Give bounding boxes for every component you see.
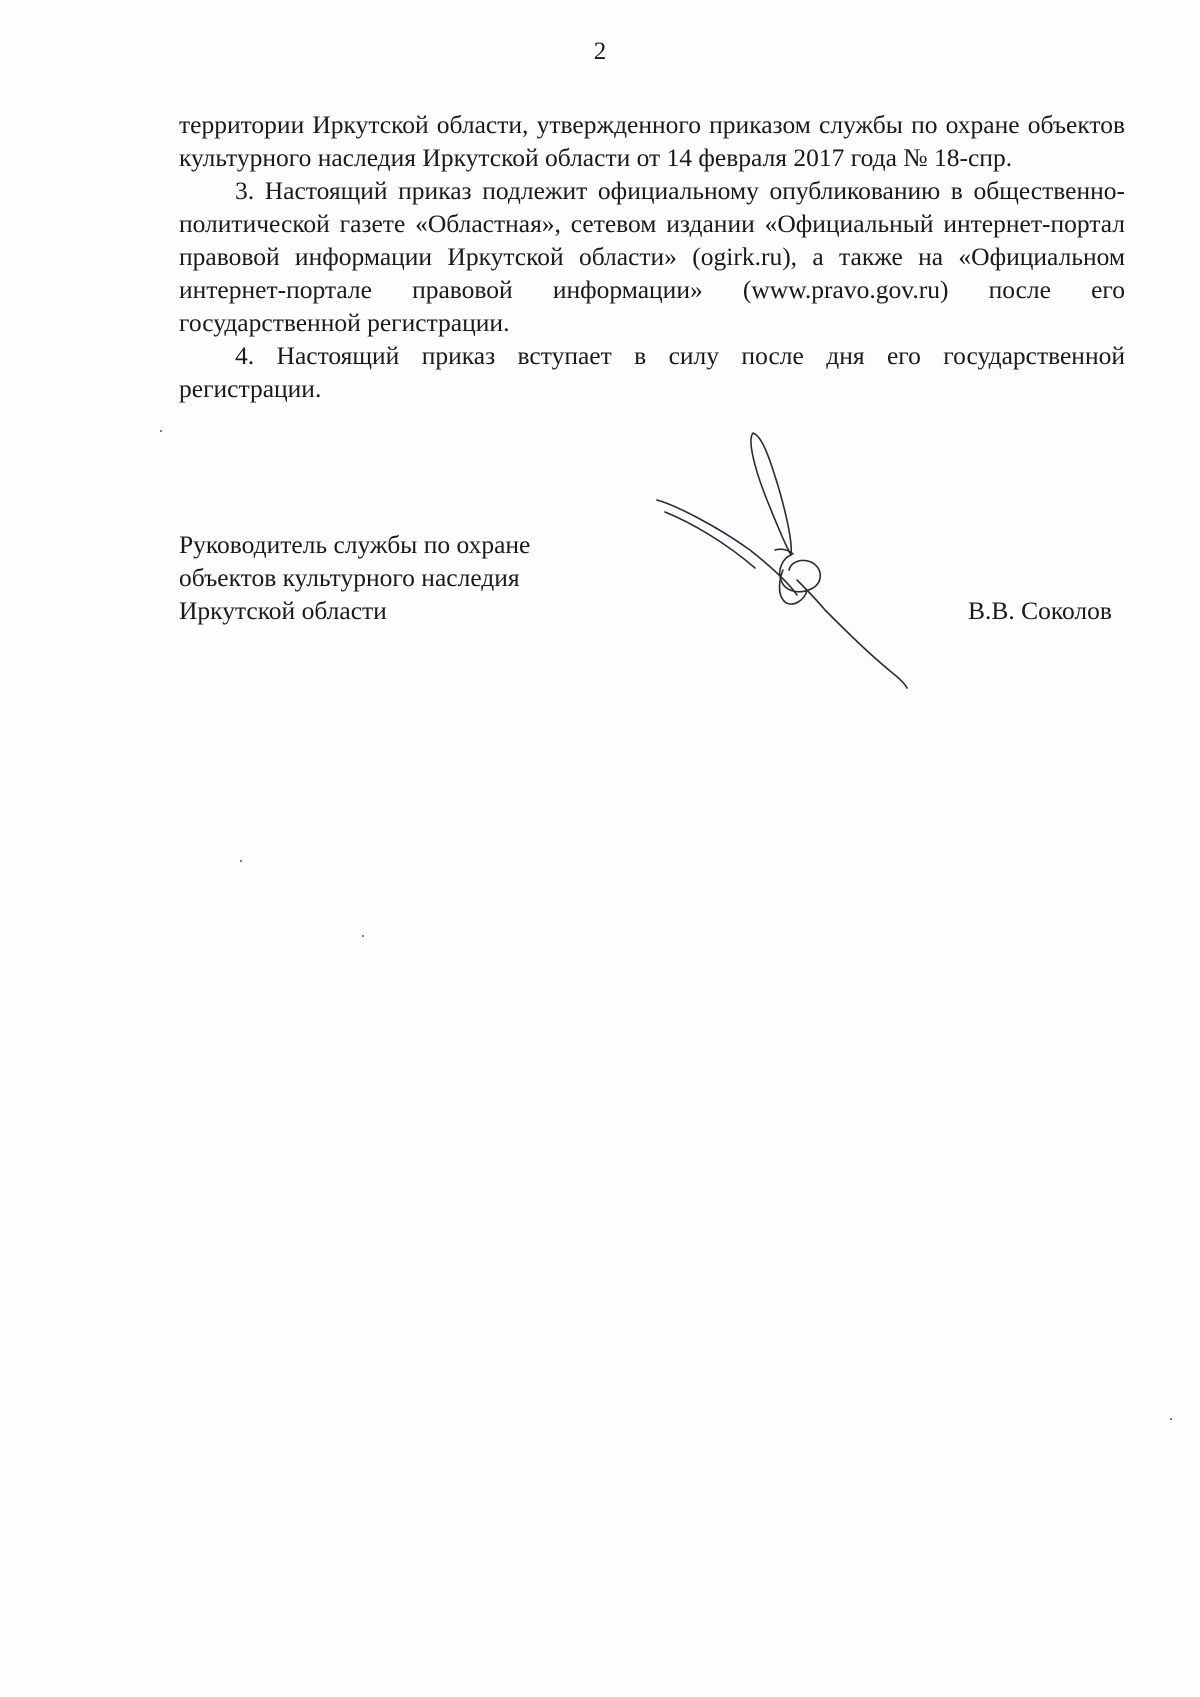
- position-line: Руководитель службы по охране: [179, 530, 531, 559]
- signatory-position: [179, 528, 599, 627]
- document-body: [179, 108, 1125, 405]
- handwritten-signature-icon: [655, 430, 915, 690]
- position-line: объектов культурного наследия: [179, 563, 520, 592]
- page-number: 2: [593, 38, 607, 65]
- position-line: Иркутской области: [179, 596, 387, 625]
- scan-speck: [160, 430, 162, 432]
- signer-name: В.В. Соколов: [968, 596, 1112, 625]
- scan-speck: [1170, 1418, 1172, 1420]
- scan-speck: [240, 860, 242, 862]
- paragraph-effective-date: 4. Настоящий приказ вступает в силу после дня его государственной регистрации.: [179, 341, 1125, 403]
- paragraph-continuation: территории Иркутской области, утвержденного приказом службы по охране объектов культурного наследия Иркутской области от 14 февраля 2017 года № 18-спр.: [179, 110, 1125, 172]
- scan-speck: [362, 935, 364, 937]
- paragraph-publication: 3. Настоящий приказ подлежит официальному опубликованию в общественно-политической газете «Областная», сетевом издании «Официальный интернет-портал правовой информации Иркутской области» (ogirk.ru), а также на «Официальном интернет-портале правовой информации» (www.pravo.gov.ru) после его государственной регистрации.: [179, 176, 1125, 337]
